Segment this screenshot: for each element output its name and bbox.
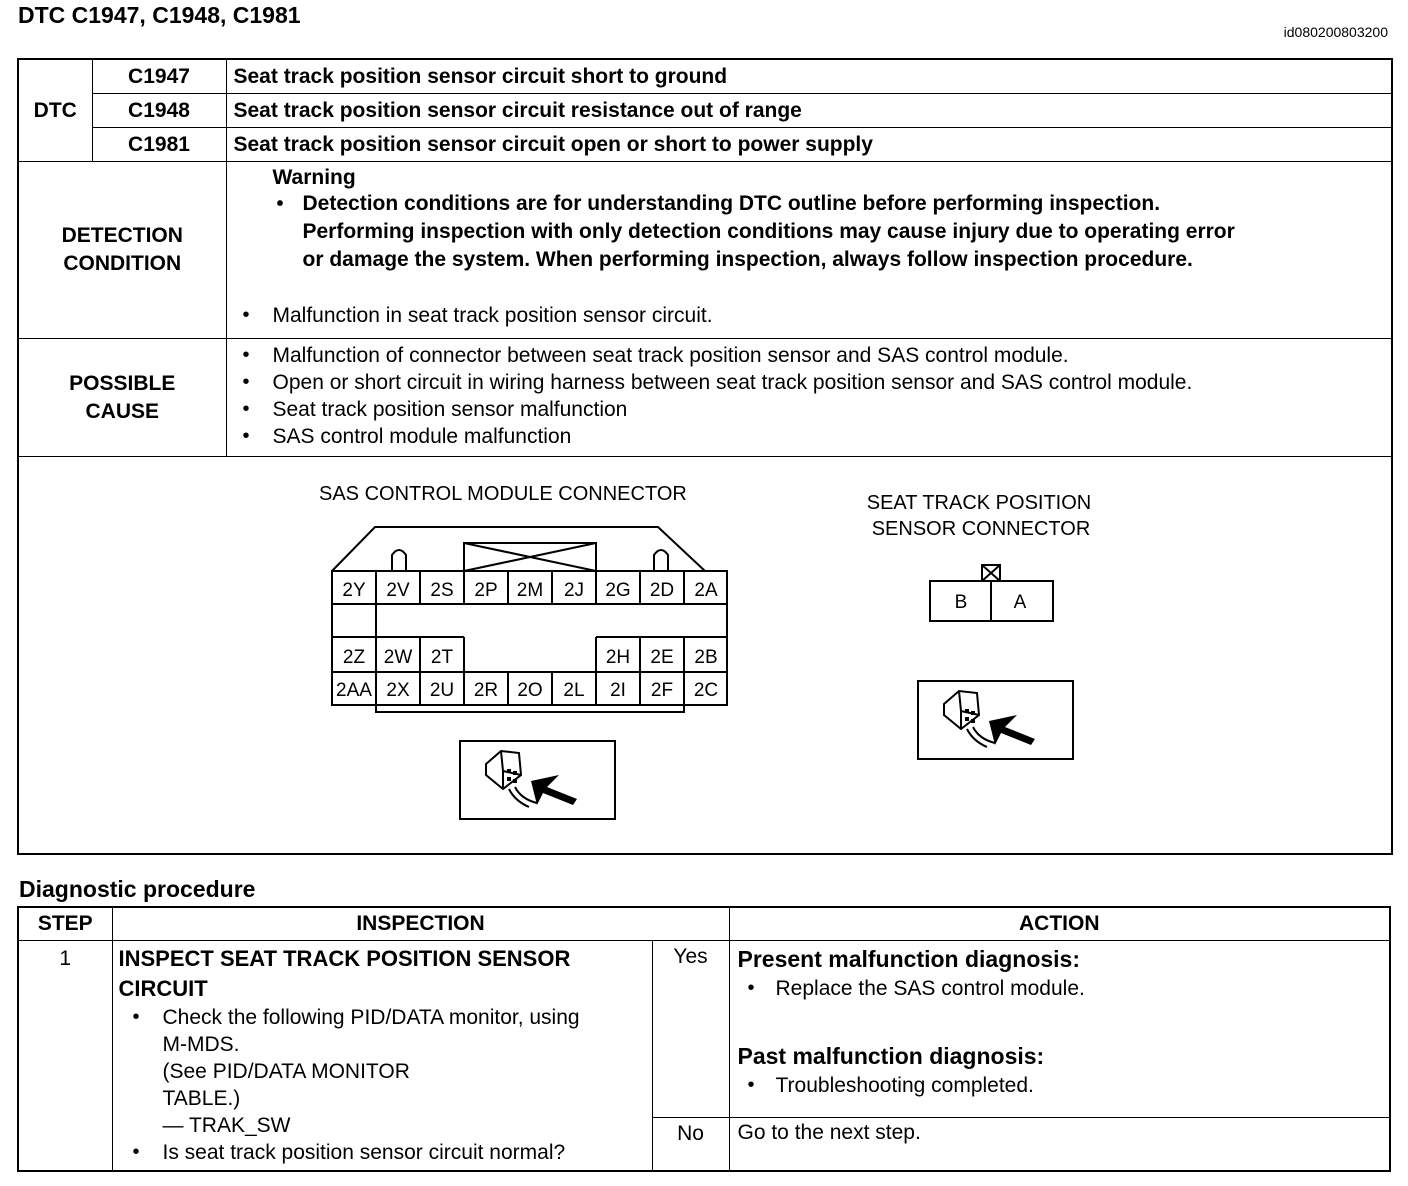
condition-item: • Malfunction in seat track position sensor circuit.	[227, 302, 1392, 329]
sas-pin: 2R	[473, 680, 499, 701]
col-step-header: STEP	[18, 907, 112, 941]
no-action: Go to the next step.	[729, 1118, 1390, 1172]
inspection-title-line2: CIRCUIT	[118, 976, 208, 1001]
no-label: No	[652, 1118, 729, 1172]
dtc-row	[18, 59, 1392, 94]
possible-cause-label-line1: POSSIBLE	[69, 371, 176, 395]
sas-pin: 2Z	[342, 647, 366, 668]
inspection-line: (See PID/DATA MONITOR	[162, 1060, 410, 1083]
warning-line: • Detection conditions are for understanding DTC outline before performing inspection.	[302, 192, 1161, 215]
inspection-content	[112, 941, 652, 1172]
present-malfunction-list	[730, 975, 1390, 1002]
diagnostic-step-row	[18, 941, 1390, 1118]
sas-pin: 2U	[429, 680, 455, 701]
inspection-list	[119, 1004, 646, 1166]
sas-pin: 2P	[474, 580, 498, 601]
warning-line: or damage the system. When performing inspection, always follow inspection procedure.	[302, 248, 1193, 271]
sas-pin: 2F	[650, 680, 674, 701]
past-malfunction-item: • Troubleshooting completed.	[730, 1072, 1390, 1099]
seat-pin: B	[954, 592, 968, 613]
diagnostic-procedure-title: Diagnostic procedure	[19, 876, 256, 902]
sas-pin: 2H	[605, 647, 631, 668]
dtc-code: C1981	[92, 128, 226, 162]
dtc-description: Seat track position sensor circuit short to ground	[226, 59, 1392, 94]
dtc-description: Seat track position sensor circuit resistance out of range	[226, 94, 1392, 128]
sas-pin: 2E	[650, 647, 674, 668]
sas-pin: 2C	[693, 680, 719, 701]
dtc-description: Seat track position sensor circuit open or short to power supply	[226, 128, 1392, 162]
sas-pin-labels	[336, 580, 718, 701]
dtc-code: C1947	[92, 59, 226, 94]
sas-pin: 2Y	[342, 580, 366, 601]
possible-cause-row	[18, 339, 1392, 457]
sas-pin: 2D	[649, 580, 675, 601]
yes-label: Yes	[652, 941, 729, 1118]
inspection-item	[119, 1004, 646, 1139]
inspection-line: TABLE.)	[162, 1087, 241, 1110]
sas-connector-view-icon	[460, 741, 615, 819]
detection-label-line1: DETECTION	[61, 224, 183, 247]
col-action-header: ACTION	[729, 907, 1390, 941]
dtc-row	[18, 128, 1392, 162]
possible-cause-list	[227, 342, 1392, 450]
figure-row	[18, 457, 1392, 855]
inspection-line: • Check the following PID/DATA monitor, using	[162, 1006, 580, 1029]
sas-pin: 2V	[386, 580, 410, 601]
possible-cause-item: • Malfunction of connector between seat track position sensor and SAS control module.	[227, 342, 1392, 369]
sas-pin: 2T	[430, 647, 454, 668]
page-title: DTC C1947, C1948, C1981	[18, 2, 301, 28]
present-malfunction-title: Present malfunction diagnosis:	[737, 946, 1080, 972]
sas-connector-title: SAS CONTROL MODULE CONNECTOR	[319, 483, 687, 505]
warning-title: Warning	[272, 166, 356, 189]
inspection-line: M-MDS.	[162, 1033, 240, 1056]
inspection-title-line1: INSPECT SEAT TRACK POSITION SENSOR	[118, 946, 571, 971]
sas-pin: 2W	[383, 647, 413, 668]
detection-label	[18, 162, 226, 339]
detection-label-line2: CONDITION	[63, 252, 182, 275]
present-malfunction-item: • Replace the SAS control module.	[730, 975, 1390, 1002]
sas-pin: 2O	[517, 680, 543, 701]
sas-pin: 2L	[563, 680, 585, 701]
possible-cause-label	[18, 339, 226, 457]
sas-pin: 2S	[430, 580, 454, 601]
sas-pin: 2AA	[336, 680, 372, 701]
dtc-row	[18, 94, 1392, 128]
past-malfunction-title: Past malfunction diagnosis:	[737, 1043, 1045, 1069]
dtc-code: C1948	[92, 94, 226, 128]
warning-line: Performing inspection with only detection conditions may cause injury due to operating error	[302, 220, 1235, 243]
seat-connector-title-line2: SENSOR CONNECTOR	[871, 518, 1091, 540]
diagnostic-header-row	[18, 907, 1390, 941]
possible-cause-item: • Open or short circuit in wiring harness between seat track position sensor and SAS control module.	[227, 369, 1392, 396]
yes-action	[729, 941, 1390, 1118]
possible-cause-content	[226, 339, 1392, 457]
inspection-line: — TRAK_SW	[162, 1114, 291, 1137]
col-inspection-header: INSPECTION	[112, 907, 729, 941]
seat-connector-housing	[930, 565, 1053, 621]
sas-pin: 2A	[694, 580, 718, 601]
diagnostic-table	[17, 906, 1391, 1172]
past-malfunction-list	[730, 1072, 1390, 1099]
seat-connector-view-icon	[918, 681, 1073, 759]
possible-cause-label-line2: CAUSE	[85, 399, 159, 423]
detection-content	[226, 162, 1392, 339]
document-id: id080200803200	[1283, 24, 1388, 40]
sas-pin: 2I	[610, 680, 626, 701]
seat-pin: A	[1013, 592, 1027, 613]
warning-list	[227, 190, 1392, 274]
possible-cause-item: • Seat track position sensor malfunction	[227, 396, 1392, 423]
sas-pin: 2M	[516, 580, 544, 601]
condition-list	[227, 302, 1392, 329]
sas-pin: 2G	[605, 580, 631, 601]
possible-cause-item: • SAS control module malfunction	[227, 423, 1392, 450]
sas-pin: 2J	[563, 580, 585, 601]
inspection-item: • Is seat track position sensor circuit normal?	[119, 1139, 646, 1166]
sas-pin: 2B	[694, 647, 718, 668]
connector-diagram	[19, 457, 1391, 848]
sas-pin: 2X	[386, 680, 410, 701]
seat-connector-title-line1: SEAT TRACK POSITION	[866, 492, 1092, 514]
step-number: 1	[18, 941, 112, 1172]
detection-row	[18, 162, 1392, 339]
dtc-table	[17, 58, 1393, 855]
warning-item	[227, 190, 1392, 274]
dtc-label: DTC	[18, 59, 92, 162]
connector-figure	[18, 457, 1392, 855]
